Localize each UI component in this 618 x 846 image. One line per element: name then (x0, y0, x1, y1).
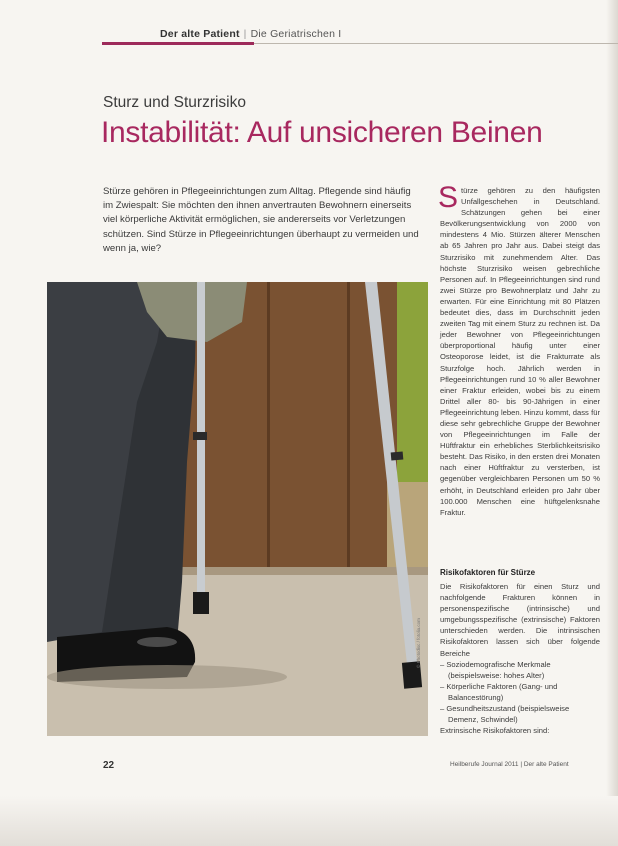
footer-info: Heilberufe Journal 2011 | Der alte Patient (450, 761, 569, 768)
article-kicker: Sturz und Sturzrisiko (103, 94, 246, 111)
risk-heading: Risikofaktoren für Stürze (440, 568, 536, 577)
header-separator: | (243, 28, 247, 40)
page-bottom-shadow (0, 796, 618, 846)
risk-list (440, 659, 600, 726)
page-number: 22 (103, 760, 115, 771)
article-title: Instabilität: Auf unsicheren Beinen (101, 116, 543, 149)
article-intro: Stürze gehören in Pflegeeinrichtungen zum Alltag. Pflegende sind häufig im Zwiespalt: Sie möchten den ihnen anvertrauten Bewohnern einerseits viel körperliche Aktivität ermöglichen, sie andererseits vor Verletzungen schützen. Sind Stürze in Pflegeeinrichtungen überhaupt zu vermeiden und wenn ja, wie? (103, 186, 419, 254)
header-thin-rule (254, 43, 618, 44)
header-accent-rule (102, 42, 254, 45)
risk-column (440, 581, 600, 736)
body-column (438, 181, 600, 518)
risk-list-item: – Körperliche Faktoren (Gang- und Balancestörung) (440, 681, 600, 703)
drop-cap: S (438, 181, 459, 214)
risk-list-item: – Gesundheitszustand (beispielsweise Demenz, Schwindel) (440, 703, 600, 725)
body-paragraph: türze gehören zu den häufigsten Unfallgeschehen in Deutschland. Schätzungen gehen bei einer Bevölkerungsentwicklung von 2000 von mindestens 4 Mio. Stürzen älterer Menschen ab 65 Jahren pro Jahr aus. Dabei steigt das Sturzrisiko mit zunehmendem Alter. Das höchste Sturzrisiko weisen gebrechliche Personen auf. In Pflegeeinrichtungen sind rund zwei Stürze pro Bewohnerplatz und Jahr zu erwarten. Für eine Einrichtung mit 80 Plätzen bedeutet dies, dass im Durchschnitt jeden zweiten Tag mit einem Sturz zu rechnen ist. Da jeder Bewohner von Pflegeeinrichtungen überproportional häufig unter einer Osteoporose leidet, ist die Frakturrate als Sturzfolge hoch. Jährlich werden in Pflegeeinrichtungen rund 10 % aller Bewohner einer Fraktur erleiden, wobei bis zu einem Drittel aller 80- bis 90-Jährigen in einer Pflegeeinrichtung leben. Hinzu kommt, dass für diese sehr gebrechliche Gruppe der Bewohner von Pflegeeinrichtungen im Falle der Hüftfraktur ein erhebliches Sterblichkeitsrisiko besteht. Das Risiko, in den ersten drei Monaten nach einer Hüftfraktur zu versterben, ist gegenüber vergleichbaren Personen um 50 % erhöht, in Deutschland erleiden pro Jahr über 100.000 Menschen eine hüftgelenksnahe Fraktur. (440, 186, 600, 517)
page-edge-shadow (606, 0, 618, 846)
photo-credit: © Photodisc / fotolia.com (416, 618, 421, 668)
risk-list-item: – Soziodemografische Merkmale (beispielsweise: hohes Alter) (440, 659, 600, 681)
risk-tail: Extrinsische Risikofaktoren sind: (440, 726, 550, 736)
article-photo (47, 282, 428, 736)
risk-paragraph: Die Risikofaktoren für einen Sturz und nachfolgende Frakturen können in personenspezifische (intrinsische) und umgebungsspezifische (extrinsische) Faktoren unterschieden werden. Die intrinsischen Risikofaktoren lassen sich über folgende Bereiche (440, 582, 600, 658)
header-section: Der alte Patient (160, 28, 240, 40)
header-subsection: Die Geriatrischen I (250, 28, 342, 40)
running-header (160, 28, 341, 40)
